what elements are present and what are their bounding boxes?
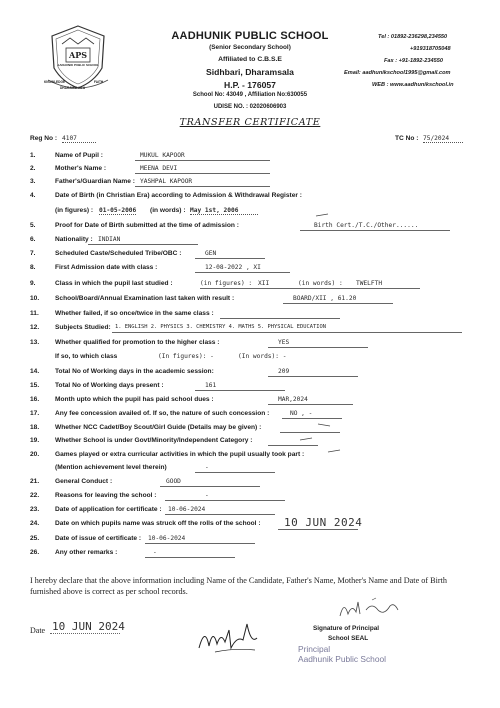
class-figures: XII (258, 280, 270, 287)
row-number: 7. (30, 250, 36, 257)
row-number: 24. (30, 520, 40, 527)
activities-value: - (205, 464, 209, 471)
row-number: 6. (30, 236, 36, 243)
promotion-qualified: YES (278, 339, 290, 346)
dob-figures-label: (in figures) : (55, 207, 94, 214)
if-so-label: If so, to which class (55, 353, 118, 360)
logo-initials: APS (69, 50, 87, 60)
row-label: Whether failed, if so once/twice in the same class : (55, 310, 214, 317)
row-label: Total No of Working days present : (55, 382, 164, 389)
general-conduct: GOOD (166, 478, 181, 485)
row-label: Subjects Studied: (55, 324, 111, 331)
class-words-label: (in words) : (298, 280, 343, 287)
category: GEN (205, 250, 217, 257)
school-place: Sidhbari, Dharamsala (206, 67, 294, 77)
application-date: 10-06-2024 (168, 506, 206, 513)
date-label: Date (30, 626, 46, 635)
dob-words: May 1st, 2006 (190, 207, 258, 215)
principal-stamp: Principal (298, 644, 331, 654)
dues-paid-upto: MAR,2024 (278, 396, 308, 403)
row-label: Nationality : (55, 236, 93, 243)
class-figures-label: (in figures) : (200, 280, 253, 287)
present-days: 161 (205, 382, 217, 389)
row-label: Month upto which the pupil has paid school dues : (55, 396, 214, 403)
logo-bottom-label: DHARAMSHALA (60, 86, 86, 90)
contact-fax: Fax : +91-1892-234550 (384, 58, 443, 64)
underline (50, 633, 120, 634)
dob-figures: 01-05-2006 (99, 207, 137, 214)
row-label: Date of application for certificate : (55, 506, 162, 513)
contact-email: Email: aadhunikschool1995@gmail.com (344, 70, 451, 76)
document-title: TRANSFER CERTIFICATE (179, 117, 321, 128)
pupil-signature (195, 618, 265, 658)
school-affiliation: Affiliated to C.B.S.E (218, 56, 282, 63)
row-label: General Conduct : (55, 478, 113, 485)
tc-value: 75/2024 (423, 135, 463, 143)
row-number: 23. (30, 506, 40, 513)
row-label: First Admission date with class : (55, 264, 158, 271)
contact-mobile: +919318705048 (410, 46, 451, 52)
dob-proof: Birth Cert./T.C./Other...... (314, 222, 419, 229)
row-label: Any fee concession availed of. If so, the nature of such concession : (55, 410, 270, 417)
row-number: 8. (30, 264, 36, 271)
issue-date: 10-06-2024 (148, 535, 186, 542)
achievement-note: (Mention achievement level therein) (55, 464, 167, 471)
row-label: Date of issue of certificate : (55, 535, 142, 542)
declaration-text: I hereby declare that the above information including Name of the Candidate, Father's Name, Mother's Name and Date of Birth furnished above is correct as per school records. (30, 576, 447, 596)
school-state: H.P. - 176057 (224, 80, 276, 90)
school-seal-caption: School SEAL (328, 635, 369, 642)
pupil-name: MUKUL KAPOOR (140, 152, 185, 159)
school-level: (Senior Secondary School) (209, 44, 291, 51)
row-label: Total No of Working days in the academic session: (55, 368, 214, 375)
school-numbers: School No: 43049 , Affiliation No:630055 (192, 92, 308, 98)
school-stamp: Aadhunik Public School (298, 654, 386, 664)
principal-signature-caption: Signature of Principal (313, 625, 380, 632)
row-label: Proof for Date of Birth submitted at the time of admission : (55, 222, 239, 229)
row-label: Father's/Guardian Name : (55, 178, 135, 185)
if-so-figures: (In figures): - (158, 353, 214, 360)
contact-web: WEB : www.aadhunikschool.in (372, 82, 454, 88)
row-number: 3. (30, 178, 36, 185)
leaving-reason: - (205, 492, 209, 499)
row-label: Date on which pupils name was struck off the rolls of the school : (55, 520, 261, 527)
footer-date: 10 JUN 2024 (52, 620, 125, 633)
working-days: 209 (278, 368, 290, 375)
udise-number: UDISE NO. : 02020606903 (213, 104, 287, 110)
row-number: 26. (30, 549, 40, 556)
struck-off-date: 10 JUN 2024 (284, 516, 363, 529)
row-number: 1. (30, 152, 36, 159)
nationality: INDIAN (98, 236, 121, 243)
row-number: 16. (30, 396, 40, 403)
row-number: 13. (30, 339, 40, 346)
row-number: 14. (30, 368, 40, 375)
logo-motto-right: FAITH (94, 80, 104, 84)
row-label: Class in which the pupil last studied : (55, 280, 173, 287)
reg-label: Reg No : (30, 135, 58, 142)
row-number: 22. (30, 492, 40, 499)
first-admission: 12-08-2022 , XI (205, 264, 261, 271)
mother-name: MEENA DEVI (140, 165, 178, 172)
row-label: Whether NCC Cadet/Boy Scout/Girl Guide (Details may be given) : (55, 424, 262, 431)
row-number: 9. (30, 280, 36, 287)
tc-label: TC No : (395, 135, 419, 142)
other-remarks: - (153, 549, 157, 556)
row-number: 21. (30, 478, 40, 485)
row-number: 12. (30, 324, 40, 331)
row-number: 4. (30, 192, 36, 199)
row-number: 15. (30, 382, 40, 389)
principal-signature (336, 596, 406, 624)
row-number: 11. (30, 310, 39, 317)
class-words: TWELFTH (356, 280, 383, 287)
if-so-words: (In words): - (238, 353, 287, 360)
father-name: YASHPAL KAPOOR (140, 178, 193, 185)
exam-result: BOARD/XII , 61.20 (293, 295, 357, 302)
row-label: School/Board/Annual Examination last taken with result : (55, 295, 235, 302)
row-label: Mother's Name : (55, 165, 107, 172)
row-number: 17. (30, 410, 40, 417)
row-label: Whether School is under Govt/Minority/Independent Category : (55, 437, 253, 444)
row-number: 5. (30, 222, 36, 229)
row-number: 10. (30, 295, 40, 302)
school-name: AADHUNIK PUBLIC SCHOOL (171, 30, 329, 42)
row-label: Scheduled Caste/Scheduled Tribe/OBC : (55, 250, 182, 257)
fee-concession: NO , - (290, 410, 313, 417)
row-label: Reasons for leaving the school : (55, 492, 157, 499)
contact-tel: Tel : 01892-236298,234550 (378, 34, 448, 40)
row-label: Date of Birth (in Christian Era) according to Admission & Withdrawal Register : (55, 192, 302, 199)
row-number: 19. (30, 437, 40, 444)
row-number: 2. (30, 165, 36, 172)
dob-words-label: (in words) : (150, 207, 186, 214)
reg-value: 4107 (62, 135, 96, 143)
row-number: 25. (30, 535, 40, 542)
subjects-studied: 1. ENGLISH 2. PHYSICS 3. CHEMISTRY 4. MATHS 5. PHYSICAL EDUCATION (115, 324, 326, 330)
row-label: Whether qualified for promotion to the higher class : (55, 339, 220, 346)
row-label: Any other remarks : (55, 549, 118, 556)
row-number: 20. (30, 451, 40, 458)
logo-motto-left: KNOWLEDGE (44, 80, 66, 84)
row-number: 18. (30, 424, 40, 431)
row-label: Games played or extra curricular activities in which the pupil usually took part : (55, 451, 305, 458)
row-label: Name of Pupil : (55, 152, 103, 159)
logo-school-name: AADHUNIK PUBLIC SCHOOL (57, 63, 99, 67)
